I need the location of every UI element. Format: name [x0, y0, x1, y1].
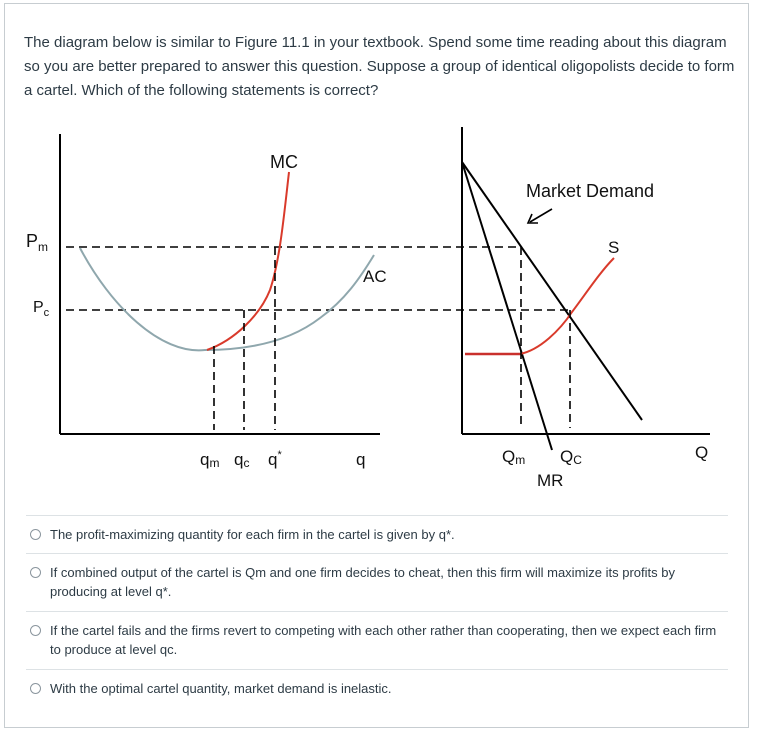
mr-label: MR [537, 471, 564, 490]
answer-option-4[interactable] [26, 669, 728, 707]
right-axis-label: Q [695, 443, 709, 462]
left-axis-label: q [356, 450, 366, 469]
mr-curve [462, 162, 552, 450]
pc-label: $P_c$ [33, 299, 50, 319]
question-text: The diagram below is similar to Figure 11.1 in your textbook. Spend some time reading about this diagram so you are better prepared to answer this question. Suppose a group of identical oligopolists decide to form a cartel. Which of the following statements is correct? [24, 34, 735, 99]
answer-text: With the optimal cartel quantity, market demand is inelastic. [50, 681, 392, 696]
pm-label: $P_m$ [26, 231, 49, 254]
qc-market-label: QC [560, 447, 582, 467]
ac-label: AC [363, 267, 387, 286]
mc-label: MC [270, 152, 298, 172]
qstar-label: q* [268, 449, 282, 469]
radio-button-icon[interactable] [30, 529, 41, 540]
qc-label: qc [234, 450, 250, 470]
ac-curve [80, 248, 374, 350]
supply-label: S [608, 238, 620, 257]
answer-text: If combined output of the cartel is Qm and one firm decides to cheat, then this firm will maximize its profits by producing at level q*. [50, 565, 675, 599]
radio-button-icon[interactable] [30, 625, 41, 636]
radio-button-icon[interactable] [30, 567, 41, 578]
qm-label: qm [200, 450, 220, 470]
demand-arrow [530, 209, 552, 222]
answer-option-3[interactable] [26, 611, 728, 669]
mc-curve [207, 172, 289, 350]
qm-market-label: Qm [502, 447, 526, 467]
answer-option-2[interactable] [26, 553, 728, 611]
market-demand-label: Market Demand [526, 181, 655, 201]
answer-option-1[interactable] [26, 515, 728, 553]
answer-text: The profit-maximizing quantity for each firm in the cartel is given by q*. [50, 527, 455, 542]
answer-text: If the cartel fails and the firms revert to competing with each other rather than cooperating, then we expect each firm to produce at level qc. [50, 623, 717, 657]
radio-button-icon[interactable] [30, 683, 41, 694]
answer-list [26, 515, 728, 707]
